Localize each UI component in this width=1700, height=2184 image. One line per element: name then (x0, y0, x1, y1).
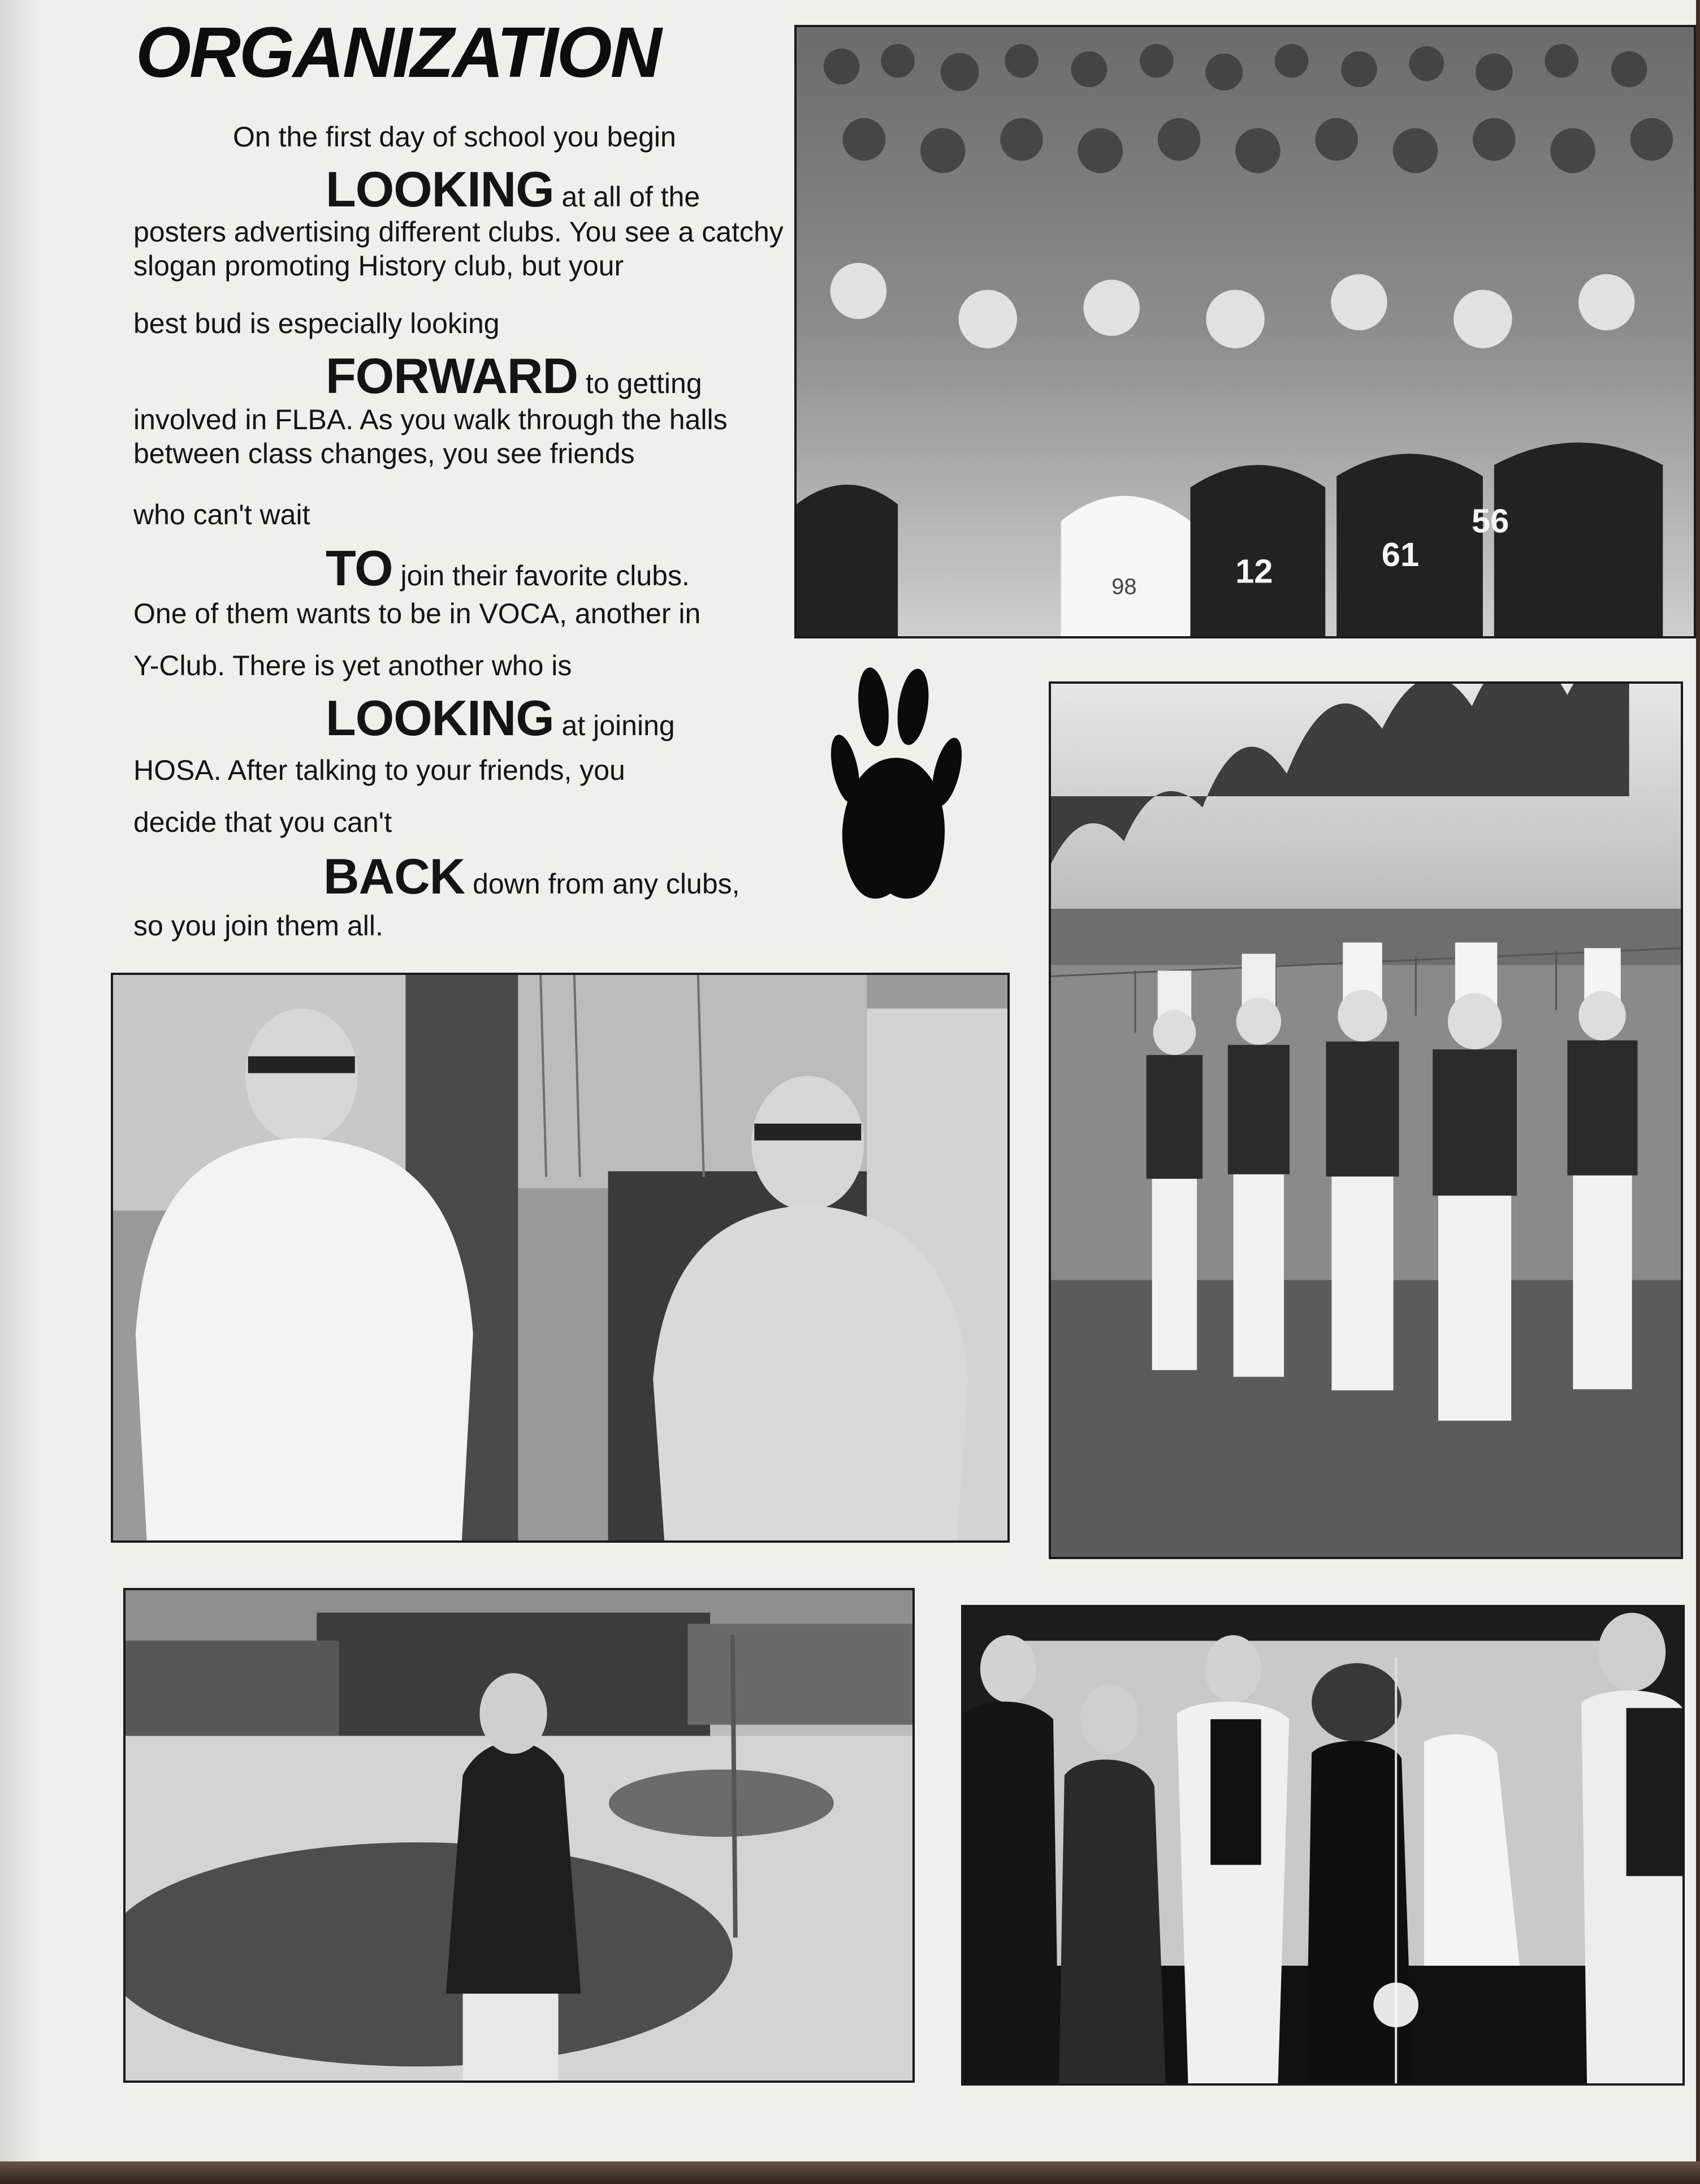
story-fragment: to getting (578, 368, 702, 399)
emphasis-word: LOOKING (326, 161, 554, 217)
band-photo-graphic (1051, 684, 1681, 1557)
story-line: best bud is especially looking (133, 308, 500, 339)
page-gutter-shadow (0, 0, 40, 2161)
photo-formal-dance (961, 1605, 1685, 2086)
story-line (323, 847, 740, 907)
story-line: so you join them all. (133, 910, 383, 942)
emphasis-word: LOOKING (326, 690, 554, 746)
emphasis-word: FORWARD (326, 348, 578, 404)
dance-photo-graphic (963, 1607, 1682, 2083)
story-line: who can't wait (133, 499, 310, 530)
photo-two-students (111, 973, 1010, 1543)
story-line: decide that you can't (133, 806, 392, 838)
paw-print-icon (823, 667, 970, 916)
story-line: One of them wants to be in VOCA, another in (133, 598, 701, 629)
story-line (326, 688, 675, 748)
emphasis-word: TO (326, 540, 393, 596)
page-title: ORGANIZATION (136, 12, 660, 92)
jersey-number: 61 (1381, 535, 1420, 573)
jersey-number: 12 (1235, 552, 1273, 590)
campus-photo-graphic (126, 1590, 912, 2081)
photo-marching-band (1049, 681, 1683, 1559)
students-photo-graphic (113, 975, 1007, 1540)
story-line (326, 538, 690, 598)
story-fragment: at joining (553, 710, 675, 741)
crowd-photo-graphic (797, 27, 1694, 636)
photo-crowd-bleachers (794, 25, 1696, 638)
story-line (326, 346, 702, 406)
story-line: Y-Club. There is yet another who is (133, 650, 572, 681)
shirt-number: 98 (1111, 574, 1137, 599)
story-line: On the first day of school you begin (233, 121, 676, 153)
story-fragment: at all of the (553, 181, 700, 213)
story-line: involved in FLBA. As you walk through the halls between class changes, you see friends (133, 404, 728, 469)
photo-campus-student (123, 1588, 915, 2083)
story-line (326, 159, 700, 219)
story-line: posters advertising different clubs. You see a catchy slogan promoting History club, but your (133, 216, 784, 282)
story-fragment: down from any clubs, (465, 868, 740, 900)
jersey-number: 56 (1471, 502, 1509, 540)
story-fragment: join their favorite clubs. (392, 560, 690, 592)
story-line: HOSA. After talking to your friends, you (133, 754, 625, 786)
page-bottom-edge (0, 2161, 1700, 2184)
paw-print-graphic (823, 667, 970, 916)
emphasis-word: BACK (323, 848, 465, 904)
